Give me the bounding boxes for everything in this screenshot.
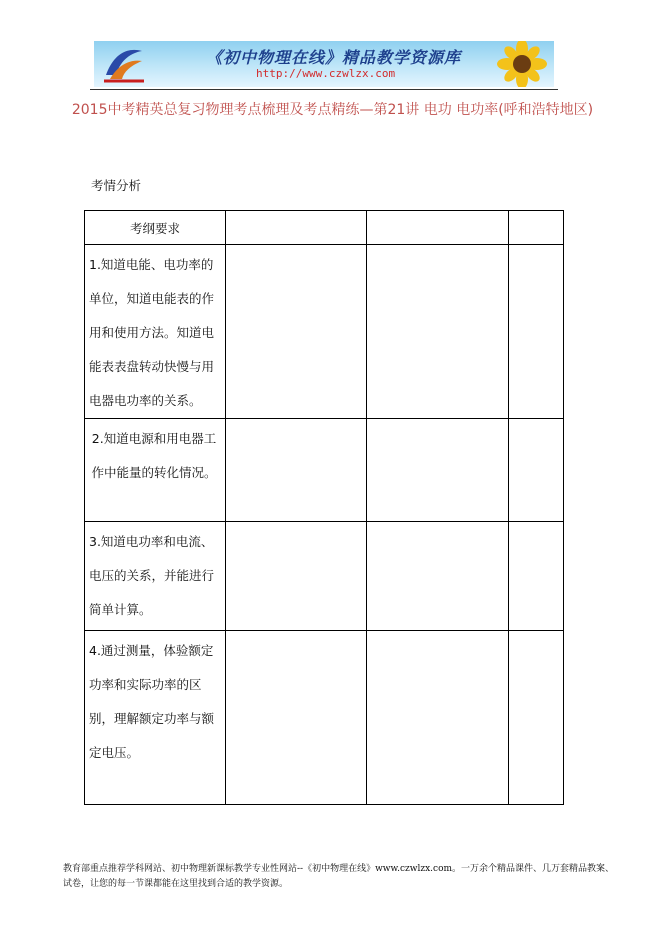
table-header-cell <box>226 211 367 245</box>
site-logo-icon <box>102 45 146 83</box>
table-cell <box>226 522 367 631</box>
sunflower-icon <box>492 41 552 87</box>
table-cell <box>85 631 226 805</box>
page-title: 2015中考精英总复习物理考点梳理及考点精练—第21讲 电功 电功率(呼和浩特地区) <box>71 102 594 118</box>
table-cell <box>367 631 509 805</box>
table-row <box>85 522 564 631</box>
banner-url[interactable]: http://www.czwlzx.com <box>256 67 396 80</box>
table-cell <box>85 245 226 419</box>
section-label: 考情分析 <box>91 178 142 193</box>
header-divider <box>90 89 558 90</box>
table-cell <box>509 245 564 419</box>
banner-title: 《初中物理在线》精品教学资源库 <box>206 48 462 67</box>
table-row <box>85 245 564 419</box>
table-cell <box>226 419 367 522</box>
table-cell <box>367 522 509 631</box>
table-cell <box>226 245 367 419</box>
table-cell <box>367 419 509 522</box>
requirement-text: 3.知道电功率和电流、电压的关系，并能进行简单计算。 <box>89 534 215 617</box>
table-header-cell <box>509 211 564 245</box>
table-cell <box>509 419 564 522</box>
table-header-row <box>85 211 564 245</box>
table-header-cell <box>367 211 509 245</box>
page-footer: 教育部重点推荐学科网站、初中物理新课标教学专业性网站--《初中物理在线》www.czwlzx.com。一万余个精品课件、几万套精品教案、试卷，让您的每一节课都能在这里找到合适的教学资源。 <box>63 864 615 889</box>
table-row <box>85 631 564 805</box>
requirement-text: 4.通过测量，体验额定功率和实际功率的区别，理解额定功率与额定电压。 <box>89 643 215 760</box>
requirement-text: 2.知道电源和用电器工作中能量的转化情况。 <box>91 431 217 480</box>
table-cell <box>85 522 226 631</box>
table-row <box>85 419 564 522</box>
table-cell <box>509 522 564 631</box>
requirement-text: 1.知道电能、电功率的单位，知道电能表的作用和使用方法。知道电能表表盘转动快慢与用电器电功率的关系。 <box>89 257 215 408</box>
table-cell <box>367 245 509 419</box>
table-cell <box>85 419 226 522</box>
table-cell <box>226 631 367 805</box>
header-banner <box>94 41 554 87</box>
table-header-cell: 考纲要求 <box>85 211 226 245</box>
requirements-table <box>84 210 564 805</box>
table-cell <box>509 631 564 805</box>
